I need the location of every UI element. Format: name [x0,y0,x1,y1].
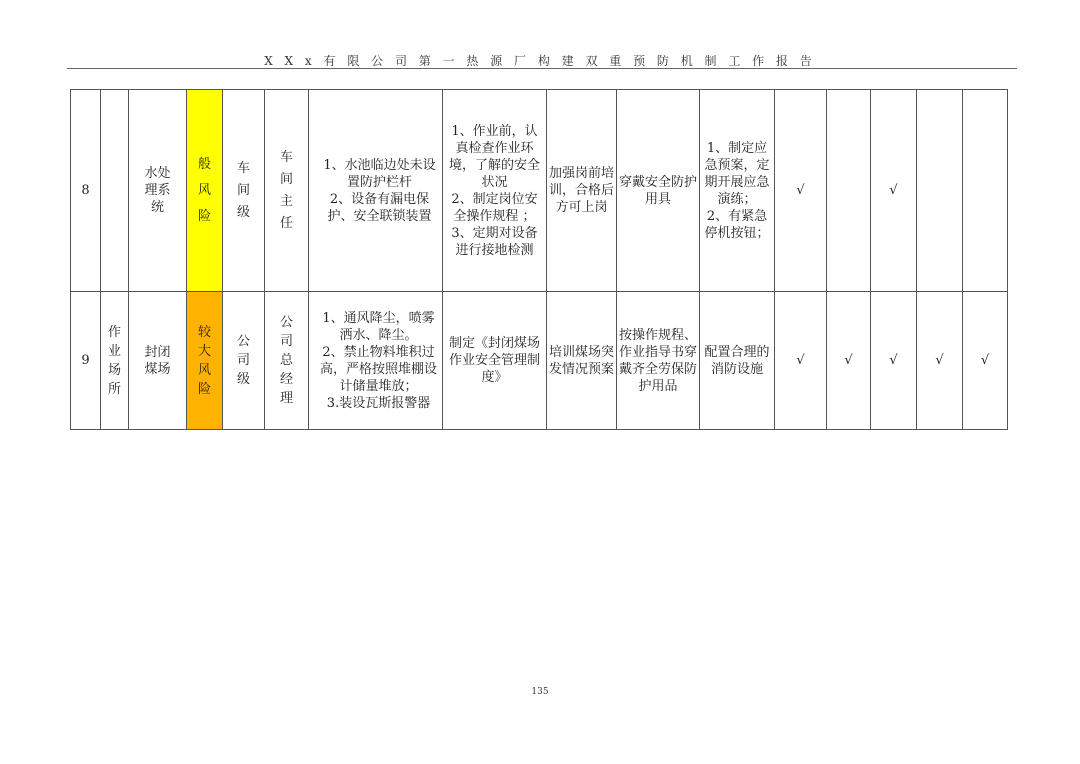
table-row [71,292,1008,430]
check-mark-3: √ [871,292,917,430]
header-divider [67,68,1017,69]
check-mark-3: √ [871,90,917,292]
risk-level-badge: 般风险 [187,90,223,292]
control-level: 公司级 [223,292,265,430]
check-mark-4: √ [917,292,963,430]
row-number: 9 [71,292,101,430]
emergency-measures: 1、制定应急预案，定期开展应急演练； 2、有紧急停机按钮； [700,90,775,292]
check-mark-1: √ [775,90,827,292]
check-mark-5 [963,90,1008,292]
training-measures: 培训煤场突发情况预案 [547,292,617,430]
page-number: 135 [531,687,549,697]
responsible-person: 公司总经理 [265,292,309,430]
control-level: 车间级 [223,90,265,292]
row-number: 8 [71,90,101,292]
table-row [71,90,1008,292]
engineering-measures: 制定《封闭煤场作业安全管理制度》 [443,292,547,430]
risk-level-badge: 较大风险 [187,292,223,430]
check-mark-1: √ [775,292,827,430]
risk-category [101,90,129,292]
hazard-description: 1、水池临边处未设置防护栏杆 2、设备有漏电保护、安全联锁装置 [309,90,443,292]
check-mark-2 [827,90,871,292]
risk-category: 作业场所 [101,292,129,430]
hazard-description: 1、通风降尘，喷雾洒水、降尘。 2、禁止物料堆积过高，严格按照堆棚设计储量堆放； 3.装设瓦斯报警器 [309,292,443,430]
risk-point-name: 水处理系统 [129,90,187,292]
check-mark-5: √ [963,292,1008,430]
engineering-measures: 1、作业前，认真检查作业环境，了解的安全状况 2、制定岗位安全操作规程 ； 3、定期对设备进行接地检测 [443,90,547,292]
check-mark-4 [917,90,963,292]
ppe-measures: 穿戴安全防护用具 [617,90,700,292]
ppe-measures: 按操作规程、作业指导书穿戴齐全劳保防护用品 [617,292,700,430]
training-measures: 加强岗前培训，合格后方可上岗 [547,90,617,292]
risk-control-table [70,89,1008,430]
responsible-person: 车间主任 [265,90,309,292]
report-header-title: X X x 有 限 公 司 第 一 热 源 厂 构 建 双 重 预 防 机 制 工 作 报 告 [264,54,816,68]
check-mark-2: √ [827,292,871,430]
emergency-measures: 配置合理的消防设施 [700,292,775,430]
risk-point-name: 封闭煤场 [129,292,187,430]
